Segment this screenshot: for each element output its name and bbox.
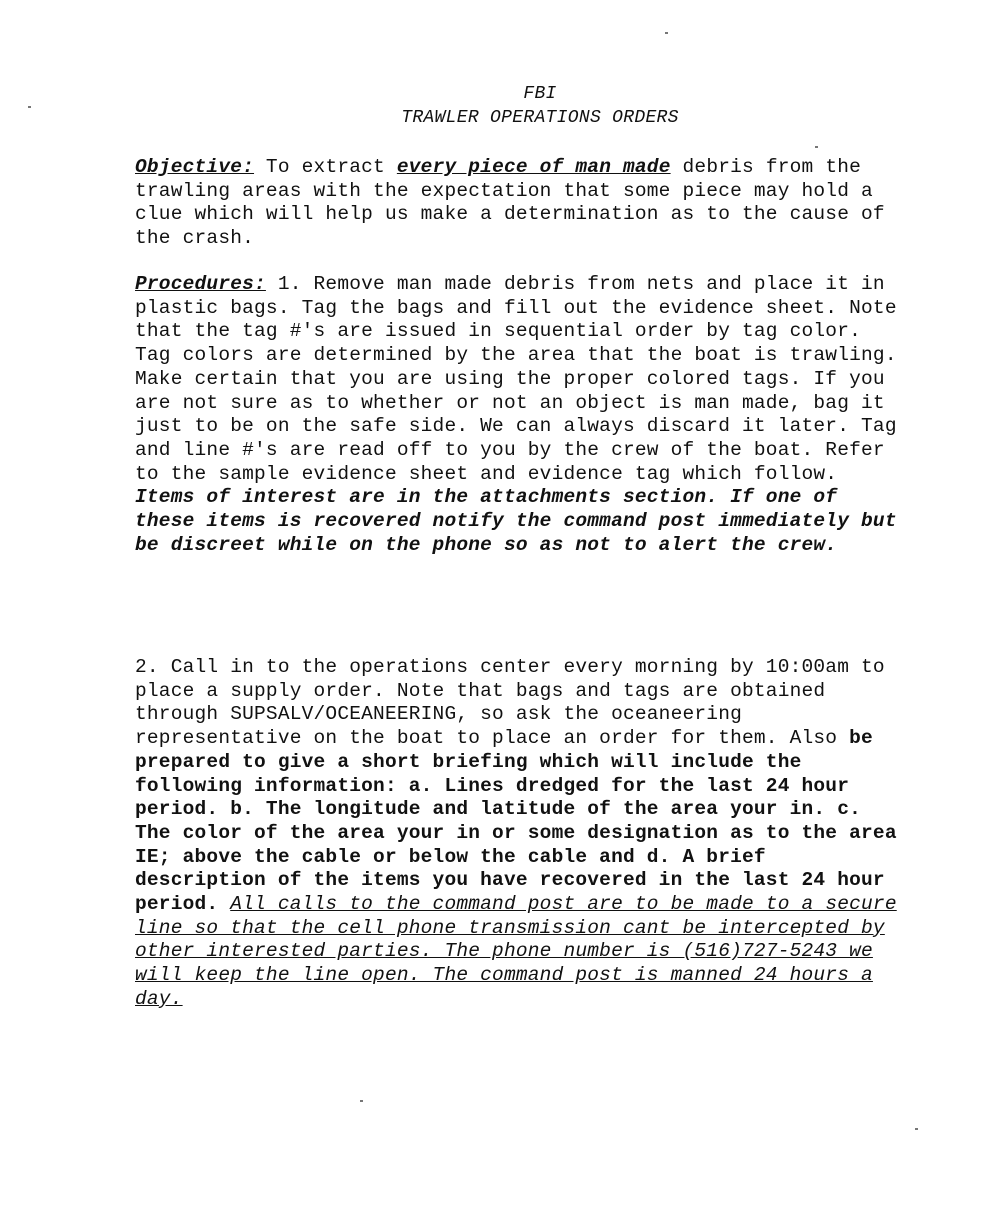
objective-label: Objective: <box>135 156 255 178</box>
scan-speck <box>915 1128 918 1130</box>
document-title: TRAWLER OPERATIONS ORDERS <box>401 108 679 128</box>
scan-speck <box>360 1100 363 1102</box>
procedures-step2-briefing: be prepared to give a short briefing which will include the following information: a. Lines dredged for the last 24 hour period. b. The longitude and latitude of the area your in. c. The color of the area your in or some designation as to the area IE; above the cable or below the cable and d. A brief description of the items you have recovered in the last 24 hour period. <box>135 727 897 916</box>
objective-emphasis: every piece of man made <box>396 156 671 178</box>
agency-heading: FBI <box>523 84 557 104</box>
procedures-label: Procedures: <box>135 273 266 295</box>
procedures-step2-text: 2. Call in to the operations center every morning by 10:00am to place a supply order. Note that bags and tags are obtained through SUPSALV/OCEANEERING, so ask the oceaneering representative on the boat to place an order for them. Also <box>135 656 885 750</box>
procedures-step1-paragraph <box>135 273 905 557</box>
procedures-step2-secure-line-note: All calls to the command post are to be made to a secure line so that the cell phone transmission cant be intercepted by other interested parties. The phone number is (516)727-5243 we will keep the line open. The command post is manned 24 hours a day. <box>135 893 897 1010</box>
scan-speck <box>28 106 31 108</box>
procedures-step2-paragraph <box>135 656 905 1012</box>
scan-speck <box>815 146 818 148</box>
objective-paragraph <box>135 156 905 251</box>
procedures-step1-notice: Items of interest are in the attachments section. If one of these items is recovered notify the command post immediately but be discreet while on the phone so as not to alert the crew. <box>135 486 897 556</box>
objective-text-after: debris from the trawling areas with the expectation that some piece may hold a clue which will help us make a determination as to the cause of the crash. <box>135 156 885 250</box>
objective-text-before: To extract <box>254 156 397 178</box>
scan-speck <box>665 32 668 34</box>
procedures-step1-text: 1. Remove man made debris from nets and place it in plastic bags. Tag the bags and fill out the evidence sheet. Note that the tag #'s are issued in sequential order by tag color. Tag colors are determined by the area that the boat is trawling. Make certain that you are using the proper colored tags. If you are not sure as to whether or not an object is man made, bag it just to be on the safe side. We can always discard it later. Tag and line #'s are read off to you by the crew of the boat. Refer to the sample evidence sheet and evidence tag which follow. <box>135 273 897 485</box>
